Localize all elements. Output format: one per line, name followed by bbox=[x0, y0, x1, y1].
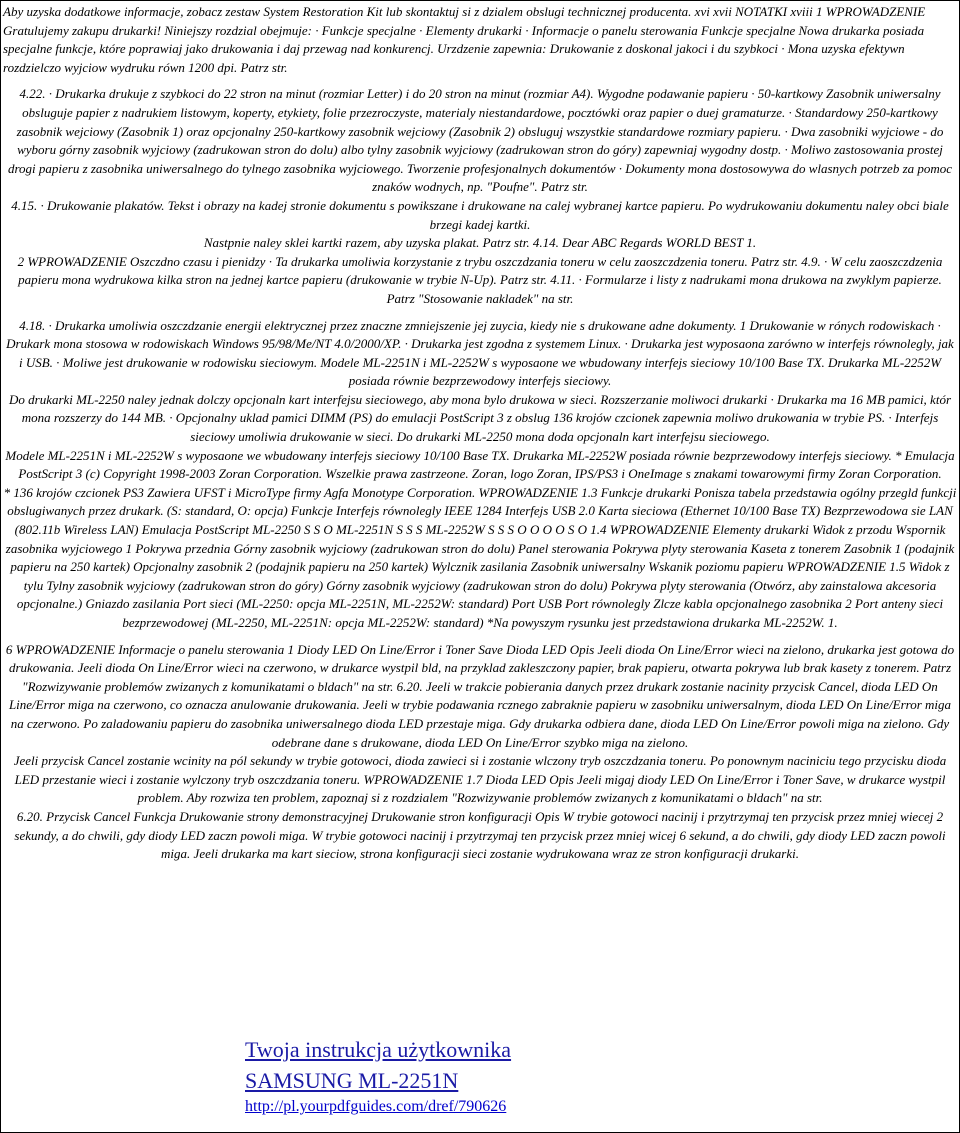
paragraph: Nastpnie naley sklei kartki razem, aby uzyska plakat. Patrz str. 4.14. Dear ABC Regards WORLD BEST 1. bbox=[203, 235, 757, 251]
paragraph: Modele ML-2251N i ML-2252W s wyposaone we wbudowany interfejs sieciowy 10/100 Base TX. Drukarka ML-2252W posiada równie bezprzewodowy interfejs sieciowy. * Emulacja PostScript 3 (c) Copyright 1998-2003 Zoran Corporation. Wszelkie prawa zastrzeone. Zoran, logo Zoran, IPS/PS3 i OneImage s znakami towarowymi firmy Zoran Corporation. bbox=[5, 447, 955, 482]
paragraph: * 136 krojów czcionek PS3 Zawiera UFST i MicroType firmy Agfa Monotype Corporation. WPROWADZENIE 1.3 Funkcje drukarki Ponisza tabela przedstawia ogólny przegld funkcji obslugiwanych przez drukark. (S: standard, O: opcja) Funkcje Interfejs równolegly IEEE 1284 Interfejs USB 2.0 Karta sieciowa (Ethernet 10/100 Base TX) Bezprzewodowa sie LAN (802.11b Wireless LAN) Emulacja PostScript ML-2250 S S O ML-2251N S S S ML-2252W S S S O O O O S O 1.4 WPROWADZENIE Elementy drukarki Widok z przodu Wspornik zasobnika wyjciowego 1 Pokrywa przednia Górny zasobnik wyjciowy (zadrukowan stron do dolu) Panel sterowania Pokrywa plyty sterowania Kaseta z tonerem Zasobnik 1 (podajnik papieru na 250 kartek) Opcjonalny zasobnik 2 (podajnik papieru na 250 kartek) Wylcznik zasilania Zasobnik uniwersalny Wskanik poziomu papieru WPROWADZENIE 1.5 Widok z tylu Tylny zasobnik wyjciowy (zadrukowan stron do góry) Górny zasobnik wyjciowy (zadrukowan stron do dolu) Pokrywa plyty sterowania (Otwórz, aby zainstalowa akcesoria opcjonalne.) Gniazdo zasilania Port sieci (ML-2250: opcja ML-2251N, ML-2252W: standard) Port USB Port równolegly Zlcze kabla opcjonalnego zasobnika 2 Port anteny sieci bezprzewodowej (ML-2250, ML-2251N: opcja ML-2252W: standard) *Na powyszym rysunku jest przedstawiona drukarka ML-2252W. 1. bbox=[3, 484, 957, 630]
paragraph: 4.18. · Drukarka umoliwia oszczdzanie energii elektrycznej przez znaczne zmniejszenie jej zuycia, kiedy nie s drukowane adne dokumenty. 1 Drukowanie w rónych rodowiskach · Drukark mona stosowa w rodowiskach Windows 95/98/Me/NT 4.0/2000/XP. · Drukarka jest zgodna z systemem Linux. · Drukarka jest wyposaona zarówno w interfejs równolegly, jak i USB. · Moliwe jest drukowanie w rodowisku sieciowym. Modele ML-2251N i ML-2252W s wyposaone we wbudowany interfejs sieciowy 10/100 Base TX. Drukarka ML-2252W posiada równie bezprzewodowy interfejs sieciowy. bbox=[6, 317, 954, 389]
paragraph: Do drukarki ML-2250 naley jednak dolczy opcjonaln kart interfejsu sieciowego, aby mona bylo drukowa w sieci. Rozszerzanie moliwoci drukarki · Drukarka ma 16 MB pamici, któr mona rozszerzy do 144 MB. · Opcjonalny uklad pamici DIMM (PS) do emulacji PostScript 3 z obslug 136 krojów czcionek zapewnia moliwo drukowania w trybie PS. · Interfejs sieciowy umoliwia drukowanie w sieci. Do drukarki ML-2250 mona doda opcjonaln kart interfejsu sieciowego. bbox=[9, 391, 951, 445]
paragraph: Jeeli przycisk Cancel zostanie wcinity na pól sekundy w trybie gotowoci, dioda zawieci si i zostanie wlczony tryb oszczdzania toneru. Po ponownym naciniciu tego przycisku dioda LED przestanie wieci i zostanie wylczony tryb oszczdzania toneru. WPROWADZENIE 1.7 Dioda LED Opis Jeeli migaj diody LED On Line/Error i Toner Save, w drukarce wystpil problem. Aby rozwiza ten problem, zapoznaj si z rozdzialem "Rozwizywanie problemów zwizanych z komunikatami o bldach" na str. bbox=[13, 753, 947, 806]
paragraph: 2 WPROWADZENIE Oszczdno czasu i pienidzy · Ta drukarka umoliwia korzystanie z trybu oszczdzania toneru w celu zaoszczdzenia toneru. Patrz str. 4.9. · W celu zaoszczdzenia papieru mona wydrukowa kilka stron na jednej kartce papieru (drukowanie w trybie N-Up). Patrz str. 4.11. · Formularze i listy z nadrukami mona drukowa na zwyklym papierze. Patrz "Stosowanie nakladek" na str. bbox=[17, 253, 943, 306]
source-url-link[interactable]: http://pl.yourpdfguides.com/dref/790626 bbox=[245, 1098, 507, 1115]
paragraph-intro: Aby uzyska dodatkowe informacje, zobacz zestaw System Restoration Kit lub skontaktuj si z dzialem obslugi technicznej producenta. xvi xvii NOTATKI xviii 1 WPROWADZENIE Gratulujemy zakupu drukarki! Niniejszy rozdzial obejmuje: · Funkcje specjalne · Elementy drukarki · Informacje o panelu sterowania Funkcje specjalne Nowa drukarka posiada specjalne funkcje, które poprawiaj jako drukowania i daj przewag nad konkurencj. Urzdzenie zapewnia: Drukowanie z doskonal jakoci i du szybkoci · Mona uzyska efektywn rozdzielczo wyjciow wydruku równ 1200 dpi. Patrz str. bbox=[3, 4, 926, 75]
document-body bbox=[3, 3, 957, 864]
paragraph: 6.20. Przycisk Cancel Funkcja Drukowanie strony demonstracyjnej Drukowanie stron konfiguracji Opis W trybie gotowoci nacinij i przytrzymaj ten przycisk przez mniej wiecej 2 sekundy, a do chwili, gdy diody LED zaczn powoli miga. W trybie gotowoci nacinij i przytrzymaj ten przycisk przez mniej wicej 6 sekund, a do chwili, gdy diody LED zaczn powoli miga. Jeeli drukarka ma kart sieciow, strona konfiguracji sieci zostanie wydrukowana wraz ze stron konfiguracji drukarki. bbox=[14, 808, 946, 862]
manual-title-link[interactable]: Twoja instrukcja użytkownika bbox=[245, 1037, 512, 1062]
product-model-link[interactable]: SAMSUNG ML-2251N bbox=[245, 1068, 459, 1093]
paragraph: 6 WPROWADZENIE Informacje o panelu sterowania 1 Diody LED On Line/Error i Toner Save Dioda LED Opis Jeeli dioda On Line/Error wieci na zielono, drukarka jest gotowa do drukowania. Jeeli dioda On Line/Error wieci na czerwono, w drukarce wystpil bld, na przyklad zakleszczony papier, brak papieru, otwarta pokrywa lub brak kasety z tonerem. Patrz "Rozwizywanie problemów zwizanych z komunikatami o bldach" na str. 6.20. Jeeli w trakcie pobierania danych przez drukark zostanie nacinity przycisk Cancel, dioda LED On Line/Error miga na czerwono, co oznacza anulowanie drukowania. Jeeli w trybie podawania rcznego zabraknie papieru w zasobniku uniwersalnym, dioda LED On Line/Error miga na czerwono. Po zaladowaniu papieru do zasobnika uniwersalnego dioda LED przestaje miga. Gdy drukarka odbiera dane, dioda LED On Line/Error powoli miga na zielono. Gdy odebrane dane s drukowane, dioda LED On Line/Error szybko miga na zielono. bbox=[5, 641, 955, 750]
footer-links bbox=[245, 1034, 511, 1118]
paragraph: 4.15. · Drukowanie plakatów. Tekst i obrazy na kadej stronie dokumentu s powikszane i drukowane na calej wybranej kartce papieru. Po wydrukowaniu dokumentu naley obci biale brzegi kadej kartki. bbox=[11, 197, 949, 232]
paragraph: 4.22. · Drukarka drukuje z szybkoci do 22 stron na minut (rozmiar Letter) i do 20 stron na minut (rozmiar A4). Wygodne podawanie papieru · 50-kartkowy Zasobnik uniwersalny obsluguje papier z nadrukiem listowym, koperty, etykiety, folie przezroczyste, materialy niestandardowe, pocztówki oraz papier o duej gramaturze. · Standardowy 250-kartkowy zasobnik wejciowy (Zasobnik 1) oraz opcjonalny 250-kartkowy zasobnik wejciowy (Zasobnik 2) obsluguj wszystkie standardowe rozmiary papieru. · Dwa zasobniki wyjciowe - do wyboru górny zasobnik wyjciowy (zadrukowan stron do dolu) albo tylny zasobnik wyjciowy (zadrukowan stron do góry) zapewniaj wygodny dostp. · Moliwo zastosowania prostej drogi papieru z zasobnika uniwersalnego do tylnego zasobnika wyjciowego. Tworzenie profesjonalnych dokumentów · Dokumenty mona dostosowywa do wlasnych potrzeb za pomoc znaków wodnych, np. "Poufne". Patrz str. bbox=[7, 86, 953, 195]
